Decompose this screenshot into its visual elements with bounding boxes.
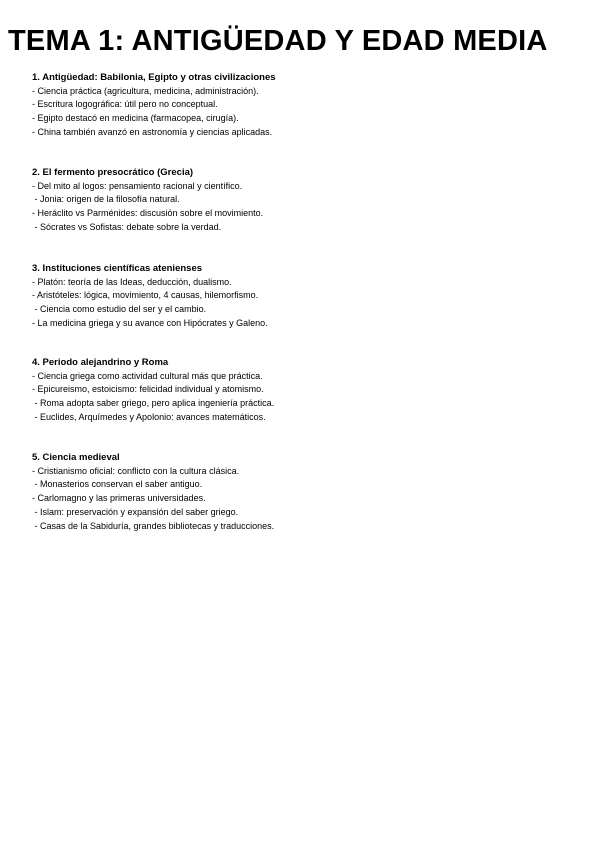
- list-item: - Jonia: origen de la filosofía natural.: [32, 194, 180, 205]
- list-item: - Casas de la Sabiduría, grandes bibliotecas y traducciones.: [32, 520, 275, 531]
- section-item-list: [32, 85, 592, 140]
- list-item: - Aristóteles: lógica, movimiento, 4 causas, hilemorfismo.: [32, 290, 259, 301]
- list-item: - Sócrates vs Sofistas: debate sobre la verdad.: [32, 221, 222, 232]
- section-presocratico: [32, 166, 592, 235]
- list-item: - Epicureismo, estoicismo: felicidad individual y atomismo.: [32, 384, 264, 395]
- list-item: - Cristianismo oficial: conflicto con la cultura clásica.: [32, 465, 240, 476]
- list-item: - Carlomagno y las primeras universidades.: [32, 493, 206, 504]
- list-item: - Monasterios conservan el saber antiguo.: [32, 479, 203, 490]
- list-item: - China también avanzó en astronomía y ciencias aplicadas.: [32, 126, 273, 137]
- list-item: - Ciencia práctica (agricultura, medicina, administración).: [32, 85, 259, 96]
- list-item: - Euclides, Arquímedes y Apolonio: avances matemáticos.: [32, 411, 266, 422]
- section-heading: 2. El fermento presocrático (Grecia): [32, 167, 194, 178]
- section-heading: 3. Instituciones científicas atenienses: [32, 263, 203, 274]
- list-item: - Egipto destacó en medicina (farmacopea, cirugía).: [32, 113, 239, 124]
- list-item: - Ciencia griega como actividad cultural más que práctica.: [32, 370, 263, 381]
- list-item: - Ciencia como estudio del ser y el cambio.: [32, 304, 207, 315]
- list-item: - Escritura logográfica: útil pero no conceptual.: [32, 99, 218, 110]
- list-item: - Islam: preservación y expansión del saber griego.: [32, 506, 239, 517]
- list-item: - La medicina griega y su avance con Hipócrates y Galeno.: [32, 317, 268, 328]
- section-heading: 1. Antigüedad: Babilonia, Egipto y otras civilizaciones: [32, 72, 276, 83]
- list-item: - Del mito al logos: pensamiento racional y científico.: [32, 180, 243, 191]
- section-heading: 5. Ciencia medieval: [32, 452, 120, 463]
- list-item: - Heráclito vs Parménides: discusión sobre el movimiento.: [32, 208, 264, 219]
- section-item-list: [32, 370, 592, 425]
- section-alejandrino-roma: [32, 356, 592, 425]
- section-item-list: [32, 465, 592, 534]
- section-antiguedad: [32, 71, 592, 140]
- section-item-list: [32, 180, 592, 235]
- page-title: TEMA 1: ANTIGÜEDAD Y EDAD MEDIA: [8, 25, 548, 57]
- list-item: - Platón: teoría de las Ideas, deducción, dualismo.: [32, 276, 232, 287]
- section-ciencia-medieval: [32, 451, 592, 533]
- list-item: - Roma adopta saber griego, pero aplica ingeniería práctica.: [32, 398, 275, 409]
- section-heading: 4. Periodo alejandrino y Roma: [32, 357, 169, 368]
- section-instituciones-atenienses: [32, 262, 592, 331]
- section-item-list: [32, 276, 592, 331]
